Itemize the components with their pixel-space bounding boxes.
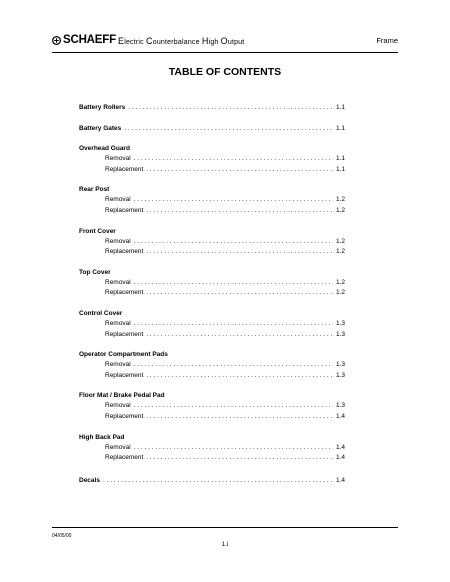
toc-entry (79, 185, 345, 216)
toc-entry (79, 268, 345, 299)
dot-leader (146, 165, 333, 176)
toc-page-number: 1.2 (335, 237, 345, 245)
toc-subline (79, 412, 345, 423)
toc-section-heading: Top Cover (79, 268, 111, 276)
toc-line (79, 124, 345, 135)
toc-page-number: 1.3 (335, 330, 345, 338)
toc-section-heading: Front Cover (79, 227, 116, 235)
brand-logo (52, 34, 116, 46)
toc-subline (79, 165, 345, 176)
toc-entry (79, 476, 345, 487)
dot-leader (134, 360, 333, 371)
toc-subline (79, 237, 345, 248)
footer-page-number: 1.i (221, 541, 229, 548)
dot-leader (134, 443, 333, 454)
toc-subline (79, 453, 345, 464)
page-title: TABLE OF CONTENTS (168, 66, 282, 78)
toc-page-number: 1.4 (335, 412, 345, 420)
dot-leader (134, 154, 333, 165)
toc-subline (79, 360, 345, 371)
toc-entry (79, 309, 345, 340)
dot-leader (134, 195, 333, 206)
toc-page-number: 1.2 (335, 278, 345, 286)
dot-leader (134, 319, 333, 330)
toc-entry-label: Replacement (105, 206, 144, 214)
table-of-contents (79, 93, 345, 486)
toc-entry-label: Replacement (105, 412, 144, 420)
dot-leader (134, 278, 333, 289)
toc-entry (79, 350, 345, 381)
toc-entry-label: Removal (105, 155, 131, 163)
dot-leader (103, 476, 333, 487)
toc-subline (79, 401, 345, 412)
toc-entry-label: Removal (105, 237, 131, 245)
toc-section-heading: Floor Mat / Brake Pedal Pad (79, 392, 165, 400)
toc-entry-label: Removal (105, 319, 131, 327)
toc-page-number: 1.3 (335, 319, 345, 327)
toc-entry-label: Replacement (105, 330, 144, 338)
toc-entry-label: Decals (79, 476, 100, 484)
toc-entry-label: Battery Rollers (79, 104, 126, 111)
dot-leader (124, 124, 333, 135)
dot-leader (146, 288, 333, 299)
toc-entry (79, 124, 345, 135)
toc-subline (79, 288, 345, 299)
dot-leader (146, 206, 333, 217)
toc-subline (79, 319, 345, 330)
toc-subline (79, 154, 345, 165)
schaeff-logo-icon (52, 36, 61, 45)
toc-subline (79, 278, 345, 289)
toc-entry-label: Removal (105, 278, 131, 286)
toc-line (79, 476, 345, 487)
toc-page-number: 1.4 (335, 454, 345, 462)
product-title: Electric Counterbalance High Output (118, 36, 245, 46)
toc-page-number: 1.1 (335, 155, 345, 163)
dot-leader (146, 330, 333, 341)
toc-page-number: 1.3 (335, 361, 345, 369)
toc-entry (79, 391, 345, 422)
toc-entry-label: Removal (105, 361, 131, 369)
dot-leader (146, 412, 333, 423)
toc-subline (79, 443, 345, 454)
header-divider (52, 52, 398, 53)
dot-leader (134, 237, 333, 248)
footer-divider (52, 527, 398, 528)
toc-entry-label: Replacement (105, 289, 144, 297)
toc-entry-label: Replacement (105, 454, 144, 462)
toc-entry (79, 103, 345, 114)
toc-page-number: 1.1 (335, 124, 345, 132)
toc-page-number: 1.4 (335, 476, 345, 484)
dot-leader (146, 371, 333, 382)
toc-page-number: 1.2 (335, 206, 345, 214)
footer-date: 04/05/00 (52, 533, 72, 539)
toc-subline (79, 195, 345, 206)
toc-subline (79, 206, 345, 217)
toc-entry-label: Removal (105, 443, 131, 451)
toc-line (79, 103, 345, 114)
toc-section-heading: Rear Post (79, 186, 110, 194)
dot-leader (134, 401, 333, 412)
section-name: Frame (376, 36, 398, 45)
toc-entry (79, 227, 345, 258)
toc-entry-label: Removal (105, 402, 131, 410)
toc-section-heading: Operator Compartment Pads (79, 351, 168, 359)
toc-page-number: 1.2 (335, 196, 345, 204)
toc-subline (79, 330, 345, 341)
toc-page-number: 1.1 (335, 104, 345, 111)
toc-entry (79, 144, 345, 175)
toc-section-heading: Overhead Guard (79, 145, 130, 153)
toc-entry-label: Replacement (105, 165, 144, 173)
toc-entry-label: Battery Gates (79, 124, 122, 132)
dot-leader (146, 453, 333, 464)
toc-subline (79, 371, 345, 382)
toc-subline (79, 247, 345, 258)
toc-entry (79, 433, 345, 464)
dot-leader (146, 247, 333, 258)
toc-page-number: 1.3 (335, 371, 345, 379)
toc-page-number: 1.2 (335, 248, 345, 256)
toc-entry-label: Replacement (105, 248, 144, 256)
toc-page-number: 1.1 (335, 165, 345, 173)
toc-page-number: 1.3 (335, 402, 345, 410)
toc-section-heading: High Back Pad (79, 433, 125, 441)
brand-name: SCHAEFF (63, 34, 116, 46)
page-header (52, 34, 398, 50)
toc-page-number: 1.2 (335, 289, 345, 297)
toc-page-number: 1.4 (335, 443, 345, 451)
toc-section-heading: Control Cover (79, 309, 123, 317)
dot-leader (128, 103, 333, 114)
toc-entry-label: Replacement (105, 371, 144, 379)
toc-entry-label: Removal (105, 196, 131, 204)
